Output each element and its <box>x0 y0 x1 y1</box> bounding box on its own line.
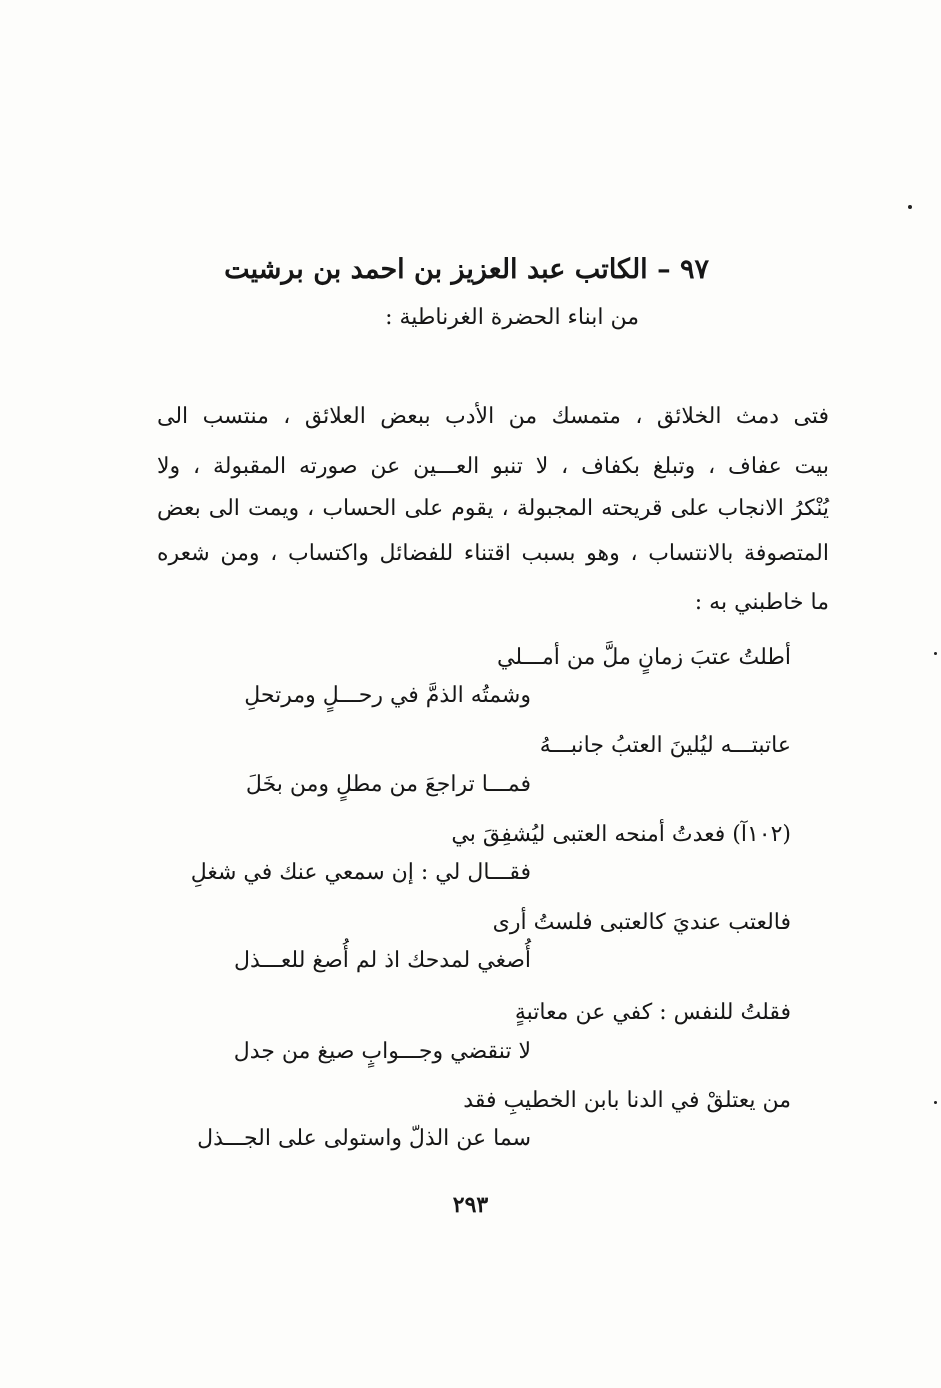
verse-hemistich-second: فمـــا تراجعَ من مطلٍ ومن بخَلَ <box>245 772 531 797</box>
verse-hemistich-second: لا تنقضي وجـــوابٍ صيغ من جدل <box>233 1039 531 1064</box>
verse-hemistich-first: أطلتُ عتبَ زمانٍ ملَّ من أمـــلي <box>497 645 791 670</box>
verse-hemistich-first: عاتبتـــه ليُلينَ العتبُ جانبـــهُ <box>539 733 791 758</box>
verse-hemistich-first: (١٠٢آ) فعدتُ أمنحه العتبى ليُشفِقَ بي <box>451 822 791 847</box>
paragraph-line: بيت عفاف ، وتبلغ بكفاف ، لا تنبو العـــين عن صورته المقبولة ، ولا <box>157 454 829 479</box>
scan-speck <box>908 205 912 209</box>
verse-hemistich-second: فقـــال لي : إن سمعي عنك في شغلِ <box>190 860 531 885</box>
paragraph-line: فتى دمث الخلائق ، متمسك من الأدب ببعض العلائق ، منتسب الى <box>157 404 829 429</box>
verse-hemistich-first: فقلتُ للنفس : كفي عن معاتبةٍ <box>514 1000 791 1025</box>
entry-title: ٩٧ – الكاتب عبد العزيز بن احمد بن برشيت <box>224 254 709 285</box>
verse-hemistich-second: أُصغي لمدحك اذ لم أُصغ للعـــذل <box>233 948 531 973</box>
verse-hemistich-second: وشمتُه الذمَّ في رحـــلٍ ومرتحلِ <box>244 683 531 708</box>
scan-speck <box>934 1101 937 1104</box>
page-number: ٢٩٣ <box>452 1192 489 1218</box>
verse-hemistich-second: سما عن الذلّ واستولى على الجـــذل <box>197 1126 531 1151</box>
paragraph-line: يُنْكرُ الانجاب على قريحته المجبولة ، يقوم على الحساب ، ويمت الى بعض <box>157 496 829 521</box>
verse-hemistich-first: فالعتب عنديَ كالعتبى فلستُ أرى <box>492 910 791 935</box>
verse-hemistich-first: من يعتلقْ في الدنا بابن الخطيبِ فقد <box>463 1088 791 1113</box>
paragraph-line: ما خاطبني به : <box>694 590 829 615</box>
entry-subtitle: من ابناء الحضرة الغرناطية : <box>385 305 639 330</box>
paragraph-line: المتصوفة بالانتساب ، وهو بسبب اقتناء للفضائل واكتساب ، ومن شعره <box>157 541 829 566</box>
scan-speck <box>934 652 937 655</box>
